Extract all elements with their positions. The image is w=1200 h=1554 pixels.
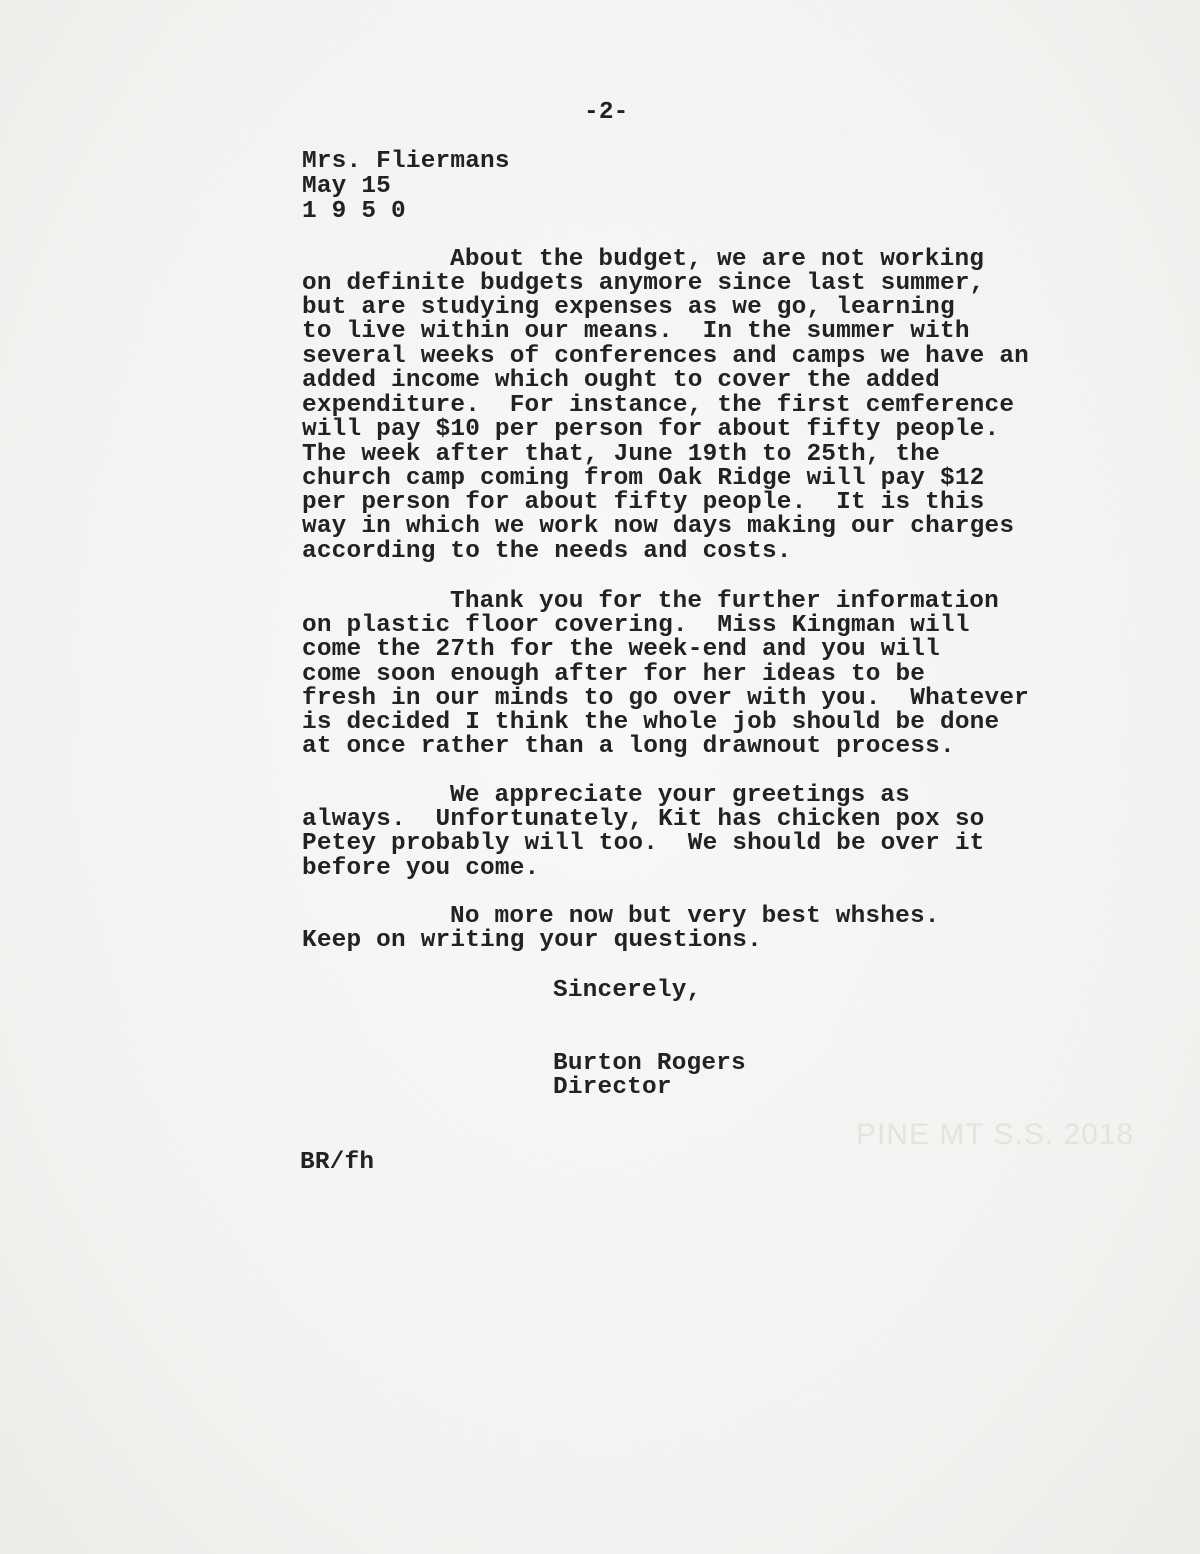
year-line: 1 9 5 0 [302, 198, 406, 225]
signature-title: Director [553, 1074, 672, 1101]
paragraph-1-line: added income which ought to cover the added [302, 367, 940, 394]
paragraph-1-line: on definite budgets anymore since last summer, [302, 270, 985, 297]
paragraph-1-line: About the budget, we are not working [450, 246, 985, 273]
paragraph-1-line: way in which we work now days making our charges [302, 513, 1015, 540]
paragraph-1-line: to live within our means. In the summer with [302, 318, 970, 345]
paragraph-1-line: church camp coming from Oak Ridge will pay $12 [302, 465, 985, 492]
closing: Sincerely, [553, 977, 702, 1004]
paragraph-2-line: is decided I think the whole job should be done [302, 709, 1000, 736]
typist-initials: BR/fh [300, 1149, 375, 1176]
paragraph-2-line: come the 27th for the week-end and you will [302, 636, 940, 663]
page-number: -2- [584, 99, 629, 126]
date-line: May 15 [302, 173, 392, 200]
recipient-line: Mrs. Fliermans [302, 148, 510, 175]
paragraph-1-line: The week after that, June 19th to 25th, the [302, 441, 940, 468]
paragraph-4-line: Keep on writing your questions. [302, 927, 762, 954]
paragraph-2-line: fresh in our minds to go over with you. Whatever [302, 685, 1030, 712]
archive-watermark: PINE MT S.S. 2018 [856, 1118, 1135, 1151]
paragraph-2-line: come soon enough after for her ideas to be [302, 661, 926, 688]
paragraph-2-line: Thank you for the further information [450, 588, 999, 615]
paragraph-1-line: will pay $10 per person for about fifty people. [302, 416, 1000, 443]
paragraph-4-line: No more now but very best whshes. [450, 903, 940, 930]
paragraph-1-line: according to the needs and costs. [302, 538, 792, 565]
paragraph-1-line: but are studying expenses as we go, learning [302, 294, 955, 321]
paragraph-1-line: expenditure. For instance, the first cemference [302, 392, 1015, 419]
paragraph-3-line: We appreciate your greetings as [450, 782, 910, 809]
paragraph-3-line: Petey probably will too. We should be over it [302, 830, 985, 857]
paragraph-1-line: several weeks of conferences and camps we have an [302, 343, 1030, 370]
signature-name: Burton Rogers [553, 1050, 746, 1077]
paragraph-2-line: on plastic floor covering. Miss Kingman will [302, 612, 970, 639]
paragraph-3-line: always. Unfortunately, Kit has chicken pox so [302, 806, 985, 833]
paragraph-1-line: per person for about fifty people. It is this [302, 489, 985, 516]
paragraph-3-line: before you come. [302, 855, 540, 882]
paragraph-2-line: at once rather than a long drawnout process. [302, 733, 955, 760]
